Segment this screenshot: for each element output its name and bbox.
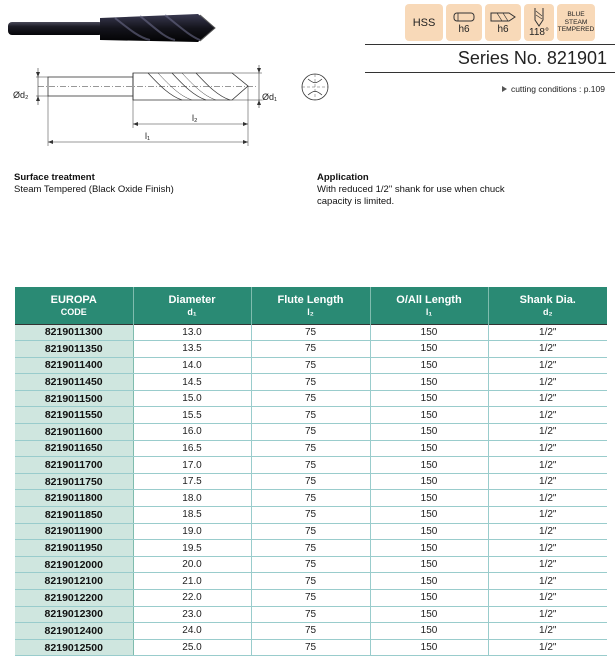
table-row <box>15 424 607 441</box>
diameter-cell: 15.5 <box>133 407 251 424</box>
spec-badges <box>405 4 595 41</box>
table-row <box>15 639 607 656</box>
diameter-cell: 14.5 <box>133 374 251 391</box>
shank-icon <box>451 10 477 24</box>
diameter-cell: 22.0 <box>133 590 251 607</box>
shank-tolerance-label: h6 <box>458 24 470 35</box>
table-row <box>15 507 607 524</box>
diameter-cell: 25.0 <box>133 639 251 656</box>
europa-code-cell: 8219011900 <box>15 523 133 540</box>
table-row <box>15 556 607 573</box>
finish-line-3: TEMPERED <box>557 26 595 34</box>
diameter-cell: 24.0 <box>133 623 251 640</box>
overall-length-cell: 150 <box>370 390 488 407</box>
europa-code-cell: 8219011350 <box>15 341 133 358</box>
shank-dia-cell: 1/2" <box>488 573 607 590</box>
header-label: O/All Length <box>396 293 462 306</box>
d2-label: Ød₂ <box>13 90 29 100</box>
flute-length-cell: 75 <box>251 507 370 524</box>
table-row <box>15 407 607 424</box>
header-sublabel: d₂ <box>543 306 553 317</box>
point-angle-badge <box>524 4 554 41</box>
technical-drawing <box>10 60 340 152</box>
overall-length-cell: 150 <box>370 440 488 457</box>
table-row <box>15 573 607 590</box>
shank-dia-cell: 1/2" <box>488 390 607 407</box>
shank-dia-cell: 1/2" <box>488 324 607 341</box>
surface-treatment-heading: Surface treatment <box>14 172 95 183</box>
shank-tolerance-badge <box>446 4 482 41</box>
diameter-cell: 17.0 <box>133 457 251 474</box>
europa-code-cell: 8219011550 <box>15 407 133 424</box>
europa-code-cell: 8219012000 <box>15 556 133 573</box>
overall-length-cell: 150 <box>370 424 488 441</box>
header-overall-length <box>370 287 488 324</box>
overall-length-cell: 150 <box>370 341 488 358</box>
hss-label: HSS <box>412 16 436 29</box>
europa-code-cell: 8219011450 <box>15 374 133 391</box>
flute-length-cell: 75 <box>251 374 370 391</box>
diameter-cell: 13.0 <box>133 324 251 341</box>
header-sublabel: CODE <box>60 306 87 317</box>
shank-dia-cell: 1/2" <box>488 507 607 524</box>
shank-dia-cell: 1/2" <box>488 540 607 557</box>
shank-dia-cell: 1/2" <box>488 473 607 490</box>
europa-code-cell: 8219011600 <box>15 424 133 441</box>
table-row <box>15 490 607 507</box>
cutting-conditions-link[interactable] <box>502 84 605 94</box>
spec-table <box>15 287 607 656</box>
application-heading: Application <box>317 172 369 183</box>
diameter-cell: 13.5 <box>133 341 251 358</box>
europa-code-cell: 8219011950 <box>15 540 133 557</box>
shank-dia-cell: 1/2" <box>488 357 607 374</box>
europa-code-cell: 8219012200 <box>15 590 133 607</box>
drill-body-icon <box>489 10 517 24</box>
europa-code-cell: 8219011800 <box>15 490 133 507</box>
flute-length-cell: 75 <box>251 623 370 640</box>
table-row <box>15 341 607 358</box>
europa-code-cell: 8219012300 <box>15 606 133 623</box>
shank-dia-cell: 1/2" <box>488 341 607 358</box>
table-row <box>15 390 607 407</box>
overall-length-cell: 150 <box>370 623 488 640</box>
table-header-row <box>15 287 607 324</box>
diameter-cell: 21.0 <box>133 573 251 590</box>
diameter-cell: 15.0 <box>133 390 251 407</box>
shank-dia-cell: 1/2" <box>488 407 607 424</box>
overall-length-cell: 150 <box>370 324 488 341</box>
header-sublabel: l₂ <box>307 306 314 317</box>
header-sublabel: l₁ <box>425 306 433 317</box>
overall-length-cell: 150 <box>370 407 488 424</box>
overall-length-cell: 150 <box>370 457 488 474</box>
shank-dia-cell: 1/2" <box>488 440 607 457</box>
overall-length-cell: 150 <box>370 573 488 590</box>
table-row <box>15 623 607 640</box>
flute-length-cell: 75 <box>251 639 370 656</box>
flute-length-cell: 75 <box>251 390 370 407</box>
europa-code-cell: 8219011650 <box>15 440 133 457</box>
shank-dia-cell: 1/2" <box>488 590 607 607</box>
shank-dia-cell: 1/2" <box>488 623 607 640</box>
overall-length-cell: 150 <box>370 507 488 524</box>
flute-length-cell: 75 <box>251 440 370 457</box>
surface-treatment-text: Steam Tempered (Black Oxide Finish) <box>14 184 174 195</box>
cutting-conditions-label: cutting conditions : p.109 <box>510 84 605 94</box>
series-top-rule <box>365 44 615 45</box>
series-title: Series No. 821901 <box>457 48 607 68</box>
table-row <box>15 357 607 374</box>
diameter-cell: 23.0 <box>133 606 251 623</box>
diameter-cell: 18.0 <box>133 490 251 507</box>
europa-code-cell: 8219011700 <box>15 457 133 474</box>
table-row <box>15 540 607 557</box>
flute-length-cell: 75 <box>251 357 370 374</box>
flute-length-cell: 75 <box>251 523 370 540</box>
table-row <box>15 606 607 623</box>
l2-label: l₂ <box>192 113 198 123</box>
europa-code-cell: 8219011400 <box>15 357 133 374</box>
shank-dia-cell: 1/2" <box>488 374 607 391</box>
header-label: EUROPA <box>50 293 97 306</box>
overall-length-cell: 150 <box>370 540 488 557</box>
table-row <box>15 590 607 607</box>
flute-length-cell: 75 <box>251 573 370 590</box>
shank-dia-cell: 1/2" <box>488 523 607 540</box>
table-row <box>15 440 607 457</box>
body-tolerance-label: h6 <box>497 24 509 35</box>
finish-line-2: STEAM <box>564 18 588 26</box>
table-row <box>15 473 607 490</box>
drill-product-image <box>0 0 240 60</box>
header-europa-code <box>15 287 133 324</box>
shank-dia-cell: 1/2" <box>488 457 607 474</box>
point-angle-label: 118° <box>529 27 549 38</box>
application-text-line-1: With reduced 1/2" shank for use when chuck <box>317 184 505 195</box>
diameter-cell: 14.0 <box>133 357 251 374</box>
shank-dia-cell: 1/2" <box>488 556 607 573</box>
body-tolerance-badge <box>485 4 521 41</box>
series-bottom-rule <box>365 72 615 73</box>
table-row <box>15 523 607 540</box>
europa-code-cell: 8219011300 <box>15 324 133 341</box>
diameter-cell: 19.0 <box>133 523 251 540</box>
flute-length-cell: 75 <box>251 407 370 424</box>
flute-length-cell: 75 <box>251 473 370 490</box>
flute-length-cell: 75 <box>251 590 370 607</box>
overall-length-cell: 150 <box>370 639 488 656</box>
finish-badge <box>557 4 595 41</box>
overall-length-cell: 150 <box>370 590 488 607</box>
diameter-cell: 17.5 <box>133 473 251 490</box>
hss-badge <box>405 4 443 41</box>
header-flute-length <box>251 287 370 324</box>
europa-code-cell: 8219011850 <box>15 507 133 524</box>
flute-length-cell: 75 <box>251 324 370 341</box>
table-row <box>15 457 607 474</box>
europa-code-cell: 8219012400 <box>15 623 133 640</box>
overall-length-cell: 150 <box>370 473 488 490</box>
overall-length-cell: 150 <box>370 490 488 507</box>
europa-code-cell: 8219011750 <box>15 473 133 490</box>
overall-length-cell: 150 <box>370 357 488 374</box>
flute-length-cell: 75 <box>251 457 370 474</box>
diameter-cell: 16.0 <box>133 424 251 441</box>
header-shank-dia <box>488 287 607 324</box>
header-sublabel: d₁ <box>187 306 197 317</box>
europa-code-cell: 8219011500 <box>15 390 133 407</box>
overall-length-cell: 150 <box>370 606 488 623</box>
header-label: Diameter <box>168 293 216 306</box>
d1-label: Ød₁ <box>262 92 278 102</box>
point-angle-icon <box>531 7 547 27</box>
header-diameter <box>133 287 251 324</box>
diameter-cell: 18.5 <box>133 507 251 524</box>
shank-dia-cell: 1/2" <box>488 606 607 623</box>
application-text-line-2: capacity is limited. <box>317 196 395 207</box>
overall-length-cell: 150 <box>370 374 488 391</box>
diameter-cell: 16.5 <box>133 440 251 457</box>
shank-dia-cell: 1/2" <box>488 424 607 441</box>
arrow-right-icon <box>502 86 507 92</box>
flute-length-cell: 75 <box>251 556 370 573</box>
shank-dia-cell: 1/2" <box>488 639 607 656</box>
table-row <box>15 374 607 391</box>
shank-dia-cell: 1/2" <box>488 490 607 507</box>
flute-length-cell: 75 <box>251 341 370 358</box>
flute-length-cell: 75 <box>251 424 370 441</box>
europa-code-cell: 8219012500 <box>15 639 133 656</box>
flute-length-cell: 75 <box>251 606 370 623</box>
diameter-cell: 19.5 <box>133 540 251 557</box>
overall-length-cell: 150 <box>370 523 488 540</box>
table-row <box>15 324 607 341</box>
header-label: Shank Dia. <box>519 293 576 306</box>
europa-code-cell: 8219012100 <box>15 573 133 590</box>
flute-length-cell: 75 <box>251 540 370 557</box>
table-body <box>15 324 607 656</box>
diameter-cell: 20.0 <box>133 556 251 573</box>
header-label: Flute Length <box>277 293 344 306</box>
flute-length-cell: 75 <box>251 490 370 507</box>
l1-label: l₁ <box>145 131 151 141</box>
finish-line-1: BLUE <box>567 11 585 19</box>
overall-length-cell: 150 <box>370 556 488 573</box>
